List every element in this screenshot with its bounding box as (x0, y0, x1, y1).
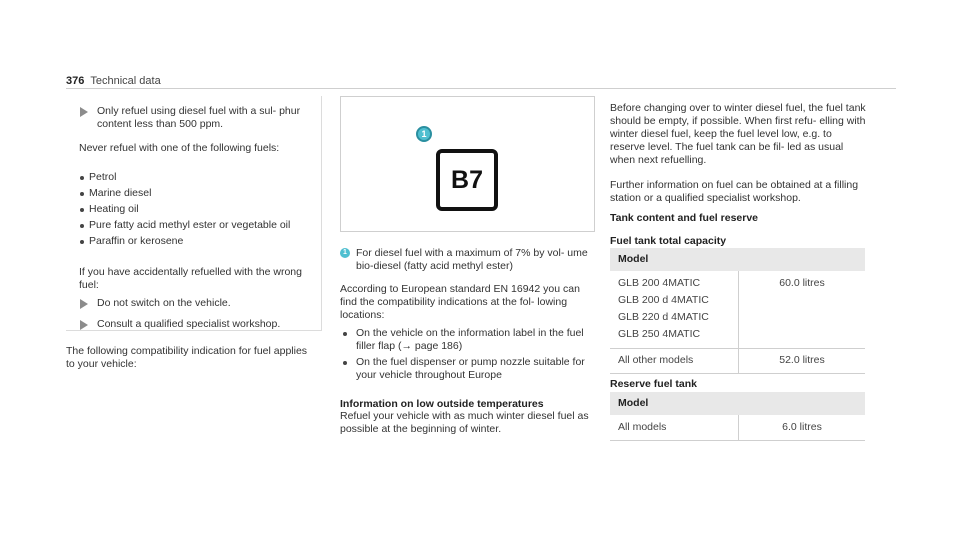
step-arrow-icon (80, 107, 88, 117)
caption-text: For diesel fuel with a maximum of 7% by vol- ume bio-diesel (fatty acid methyl ester) (356, 247, 588, 272)
table-header: Model (610, 248, 865, 271)
table-row (610, 349, 865, 374)
list-item: Heating oil (79, 203, 309, 216)
step-arrow-icon (80, 320, 88, 330)
model-name: GLB 250 4MATIC (618, 328, 701, 340)
capacity-heading: Fuel tank total capacity (610, 235, 727, 247)
step-text: Consult a qualified specialist workshop. (97, 318, 281, 330)
page-header (66, 75, 161, 88)
low-temp-text: Refuel your vehicle with as much winter diesel fuel as possible at the beginning of winter. (340, 410, 589, 435)
section-title: Technical data (90, 75, 161, 87)
never-intro: Never refuel with one of the following fuels: (79, 142, 280, 154)
table-header: Model (610, 392, 865, 415)
step-text: Do not switch on the vehicle. (97, 297, 231, 309)
list-item: Pure fatty acid methyl ester or vegetable oil (79, 219, 309, 232)
further-info-text: Further information on fuel can be obtained at a filling station or a qualified specialist workshop. (610, 179, 859, 204)
capacity-value: 60.0 litres (739, 271, 866, 349)
fuel-label-figure (340, 96, 595, 232)
caption-number: 1 (340, 248, 350, 258)
instruction-step (80, 105, 315, 131)
list-item: Marine diesel (79, 187, 309, 200)
callout-badge: 1 (416, 126, 432, 142)
low-temp-heading: Information on low outside temperatures (340, 398, 544, 410)
table-cell (610, 271, 739, 349)
capacity-table (610, 248, 865, 374)
model-name: GLB 200 4MATIC (618, 277, 701, 289)
list-item: Petrol (79, 171, 309, 184)
table-row (610, 271, 865, 349)
instruction-step (80, 318, 315, 331)
capacity-value: 52.0 litres (739, 349, 866, 374)
list-item: On the vehicle on the information label in the fuel filler flap (→ page 186) (340, 327, 596, 353)
fuel-list (79, 171, 309, 251)
model-name: All models (610, 415, 739, 441)
page-number: 376 (66, 75, 85, 87)
section-heading: Tank content and fuel reserve (610, 212, 759, 224)
list-item: Paraffin or kerosene (79, 235, 309, 248)
location-list (340, 327, 596, 385)
reserve-heading: Reserve fuel tank (610, 378, 697, 390)
model-name: All other models (610, 349, 739, 374)
instruction-step (80, 297, 315, 310)
header-divider (66, 88, 896, 89)
model-name: GLB 200 d 4MATIC (618, 294, 709, 306)
step-arrow-icon (80, 299, 88, 309)
model-name: GLB 220 d 4MATIC (618, 311, 709, 323)
standard-text: According to European standard EN 16942 you can find the compatibility indications at the fol- lowing locations: (340, 283, 580, 321)
list-item: On the fuel dispenser or pump nozzle suitable for your vehicle throughout Europe (340, 356, 596, 382)
reserve-value: 6.0 litres (739, 415, 866, 441)
figure-caption (340, 247, 596, 273)
step-text: Only refuel using diesel fuel with a sul- phur content less than 500 ppm. (97, 105, 301, 130)
wrong-fuel-intro: If you have accidentally refuelled with the wrong fuel: (79, 266, 302, 291)
reserve-table (610, 392, 865, 441)
winter-fuel-text: Before changing over to winter diesel fuel, the fuel tank should be empty, if possible. When first refu- elling with winter diesel fuel, keep the fuel level low, e.g. to reserve level. The fuel tank can be fil- led as usual when next refuelling. (610, 102, 866, 166)
compatibility-intro: The following compatibility indication for fuel applies to your vehicle: (66, 345, 308, 370)
table-row (610, 415, 865, 441)
b7-fuel-label: B7 (436, 149, 498, 211)
